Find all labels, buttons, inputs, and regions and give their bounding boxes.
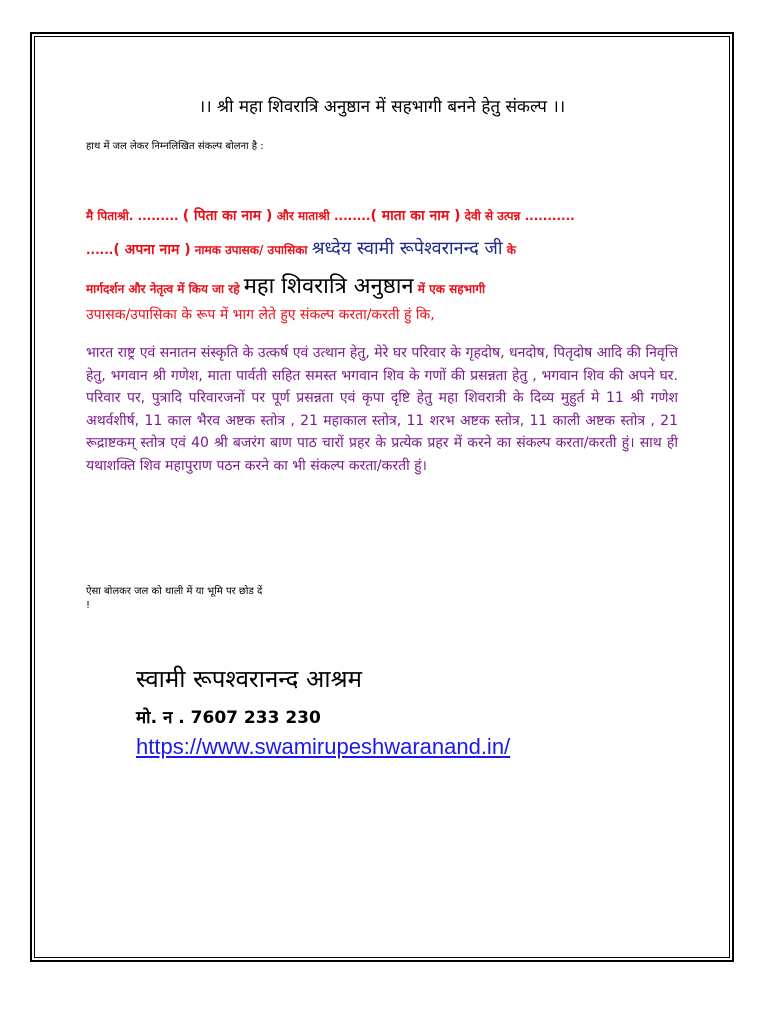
participant-text: में एक सहभागी bbox=[413, 282, 486, 296]
phone-number: मो. न . 7607 233 230 bbox=[136, 708, 321, 728]
sankalp-paragraph: भारत राष्ट्र एवं सनातन संस्कृति के उत्कर्ष एवं उत्थान हेतु, मेरे घर परिवार के गृहदोष, धनदोष, पितृदोष आदि की निवृत्ति हेतु, भगवान श्री गणेश, माता पार्वती सहित समस्त भगवान शिव के गणों की प्रसन्नता हेतु , भगवान शिव की अपने घर. परिवार पर, पुत्रादि परिवारजनों पर पूर्ण प्रसन्नता एवं कृपा दृष्टि हेतु महा शिवरात्री के दिव्य मुहुर्त मे 11 श्री गणेश अथर्वशीर्ष, 11 काल भैरव अष्टक स्तोत्र , 21 महाकाल स्तोत्र, 11 शरभ अष्टक स्तोत्र, 11 काली अष्टक स्तोत्र , 21 रूद्राष्टकम् स्तोत्र एवं 40 श्री बजरंग बाण पाठ चारों प्रहर के प्रत्येक प्रहर में करने का संकल्प करता/करती हुं। साथ ही यथाशक्ति शिव महापुराण पठन करने का भी संकल्प करता/करती हुं। bbox=[86, 345, 678, 474]
mother-prefix: और माताश्री ........ bbox=[272, 209, 371, 223]
mother-name-placeholder: ( माता का नाम ) bbox=[370, 208, 461, 224]
line-2-suffix: के bbox=[502, 243, 516, 257]
sankalp-line-2 bbox=[86, 236, 516, 260]
ashram-name: स्वामी रूपश्वरानन्द आश्रम bbox=[136, 665, 362, 693]
closing-instruction bbox=[86, 585, 262, 613]
sankalp-line-1 bbox=[86, 205, 575, 225]
swami-name: श्रध्देय स्वामी रूपेश्वरानन्द जी bbox=[311, 238, 503, 259]
closing-line-2: ! bbox=[86, 600, 91, 611]
sankalp-line-3 bbox=[86, 270, 485, 300]
page-border-inner bbox=[34, 36, 730, 958]
father-prefix: मै पिताश्री. ......... bbox=[86, 209, 183, 223]
upasak-text: नामक उपासक/ उपासिका bbox=[190, 243, 312, 257]
anushthan-title: महा शिवरात्रि अनुष्ठान bbox=[243, 274, 414, 299]
sankalp-line-4 bbox=[86, 304, 435, 324]
resolve-text: उपासक/उपासिका के रूप में भाग लेते हुए संकल्प करता/करती हुं कि, bbox=[86, 307, 435, 323]
guidance-text: मार्गदर्शन और नेतृत्व में किय जा रहे bbox=[86, 282, 244, 296]
website-link[interactable]: https://www.swamirupeshwaranand.in/ bbox=[136, 734, 511, 759]
page-title: ।। श्री महा शिवरात्रि अनुष्ठान में सहभागी बनने हेतु संकल्प ।। bbox=[198, 97, 566, 117]
born-from-text: देवी से उत्पन्न ........... bbox=[460, 209, 575, 223]
father-name-placeholder: ( पिता का नाम ) bbox=[182, 208, 273, 224]
instruction-text: हाथ में जल लेकर निम्नलिखित संकल्प बोलना है : bbox=[86, 141, 264, 152]
self-name-placeholder: ( अपना नाम ) bbox=[113, 242, 191, 258]
self-prefix: ...... bbox=[86, 243, 114, 257]
closing-line-1: ऐसा बोलकर जल को थाली में या भूमि पर छोड दें bbox=[86, 586, 263, 597]
